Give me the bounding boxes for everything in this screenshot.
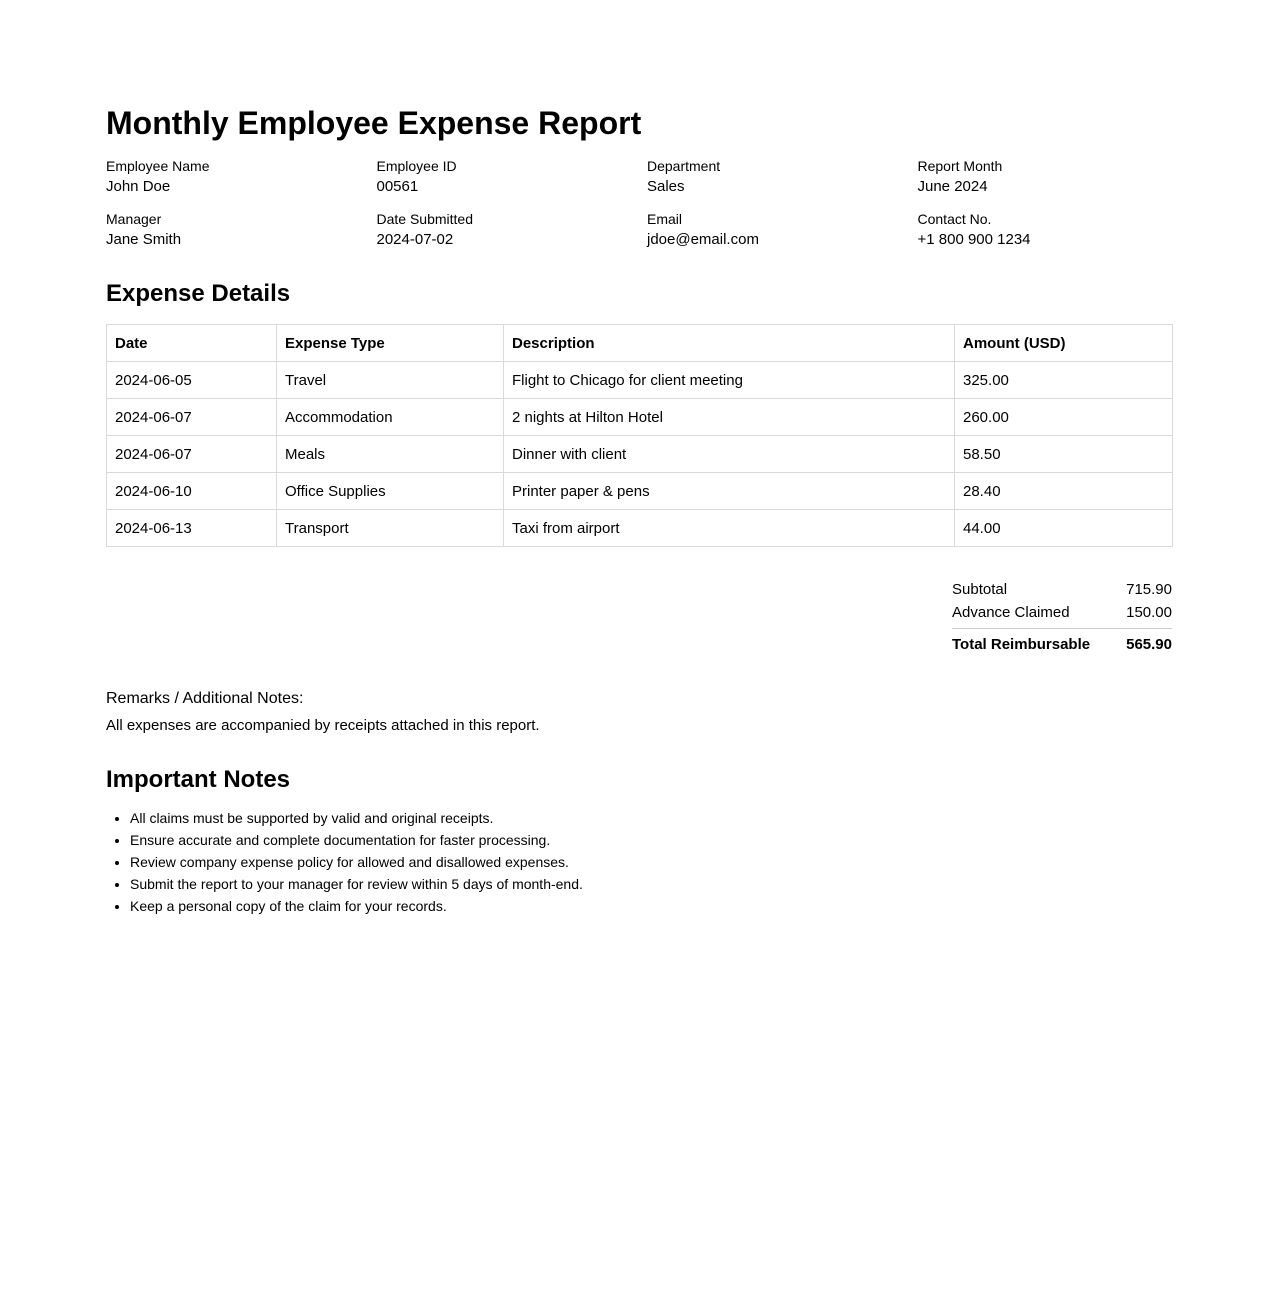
info-label: Manager (106, 211, 162, 227)
info-report-month (918, 157, 1173, 199)
total-reimbursable-value: 565.90 (1126, 636, 1172, 653)
info-manager (106, 210, 377, 252)
info-employee-name (106, 157, 377, 199)
cell-expense-type: Office Supplies (277, 473, 504, 510)
column-header-date: Date (107, 325, 277, 362)
info-value: Sales (647, 178, 685, 195)
list-item: • Review company expense policy for allowed and disallowed expenses. (130, 851, 1170, 873)
list-item: • Keep a personal copy of the claim for your records. (130, 895, 1170, 917)
expense-details-heading: Expense Details (106, 280, 291, 307)
subtotal-row (952, 578, 1172, 601)
totals-summary (952, 578, 1172, 656)
info-value: jdoe@email.com (647, 231, 759, 248)
cell-expense-type: Accommodation (277, 399, 504, 436)
column-header-description: Description (504, 325, 955, 362)
info-label: Employee Name (106, 158, 210, 174)
employee-info-grid (106, 157, 1172, 252)
info-label: Contact No. (917, 211, 992, 227)
cell-amount: 44.00 (955, 510, 1173, 547)
info-value: 00561 (376, 178, 419, 195)
info-value: 2024-07-02 (376, 231, 454, 248)
cell-expense-type: Transport (277, 510, 504, 547)
cell-date: 2024-06-07 (107, 436, 277, 473)
info-date-submitted (377, 210, 648, 252)
info-value: Jane Smith (106, 231, 182, 248)
table-row (107, 510, 1173, 547)
info-email (647, 210, 918, 252)
cell-expense-type: Meals (277, 436, 504, 473)
info-label: Employee ID (376, 158, 457, 174)
cell-expense-type: Travel (277, 362, 504, 399)
totals-divider (952, 628, 1172, 629)
remarks-label: Remarks / Additional Notes: (106, 690, 304, 707)
info-contact (918, 210, 1173, 252)
info-employee-id (377, 157, 648, 199)
cell-amount: 28.40 (955, 473, 1173, 510)
cell-amount: 58.50 (955, 436, 1173, 473)
subtotal-value: 715.90 (1126, 581, 1172, 598)
expense-table (106, 324, 1173, 547)
cell-description: Taxi from airport (504, 510, 955, 547)
cell-amount: 260.00 (955, 399, 1173, 436)
list-item: • Ensure accurate and complete documentation for faster processing. (130, 829, 1170, 851)
info-label: Date Submitted (376, 211, 473, 227)
cell-amount: 325.00 (955, 362, 1173, 399)
cell-description: Printer paper & pens (504, 473, 955, 510)
info-value: +1 800 900 1234 (917, 231, 1031, 248)
cell-description: Dinner with client (504, 436, 955, 473)
advance-value: 150.00 (1126, 604, 1172, 621)
info-label: Report Month (917, 158, 1003, 174)
cell-date: 2024-06-13 (107, 510, 277, 547)
info-value: John Doe (106, 178, 171, 195)
table-row (107, 362, 1173, 399)
info-label: Email (647, 211, 683, 227)
important-notes-list (106, 807, 1170, 917)
cell-description: Flight to Chicago for client meeting (504, 362, 955, 399)
table-header-row (107, 325, 1173, 362)
table-row (107, 473, 1173, 510)
cell-description: 2 nights at Hilton Hotel (504, 399, 955, 436)
cell-date: 2024-06-07 (107, 399, 277, 436)
cell-date: 2024-06-10 (107, 473, 277, 510)
important-notes-heading: Important Notes (106, 766, 291, 793)
column-header-expense-type: Expense Type (277, 325, 504, 362)
info-department (647, 157, 918, 199)
advance-label: Advance Claimed (952, 604, 1070, 621)
remarks-text: All expenses are accompanied by receipts attached in this report. (106, 717, 540, 734)
table-row (107, 399, 1173, 436)
subtotal-label: Subtotal (952, 581, 1008, 598)
total-reimbursable-row (952, 633, 1172, 656)
cell-date: 2024-06-05 (107, 362, 277, 399)
total-reimbursable-label: Total Reimbursable (952, 636, 1091, 653)
list-item: • Submit the report to your manager for review within 5 days of month-end. (130, 873, 1170, 895)
info-value: June 2024 (917, 178, 988, 195)
list-item: • All claims must be supported by valid and original receipts. (130, 807, 1170, 829)
page-title: Monthly Employee Expense Report (106, 105, 642, 141)
column-header-amount: Amount (USD) (955, 325, 1173, 362)
table-row (107, 436, 1173, 473)
info-label: Department (647, 158, 721, 174)
advance-row (952, 601, 1172, 624)
